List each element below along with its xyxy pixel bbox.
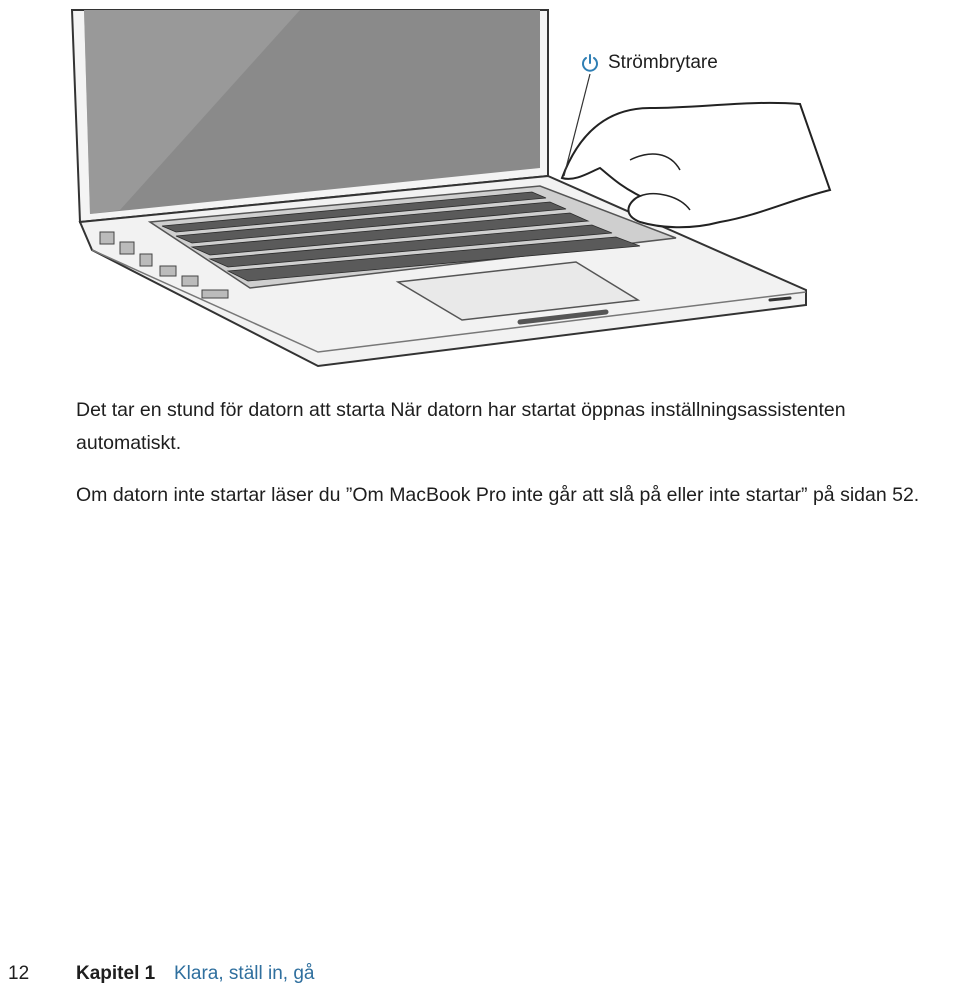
paragraph-troubleshooting: Om datorn inte startar läser du ”Om MacBook Pro inte går att slå på eller inte startar” på sidan 52. bbox=[76, 484, 920, 506]
paragraph-startup: Det tar en stund för datorn att starta När datorn har startat öppnas inställningsassistenten automatiskt. bbox=[76, 399, 846, 454]
callout-label: Strömbrytare bbox=[608, 52, 718, 73]
power-icon bbox=[580, 53, 600, 73]
chapter-title: Klara, ställ in, gå bbox=[174, 963, 315, 984]
chapter-label: Kapitel 1 bbox=[76, 963, 156, 984]
laptop-illustration bbox=[0, 0, 960, 380]
page-number: 12 bbox=[8, 963, 30, 984]
power-button-callout bbox=[580, 50, 718, 76]
